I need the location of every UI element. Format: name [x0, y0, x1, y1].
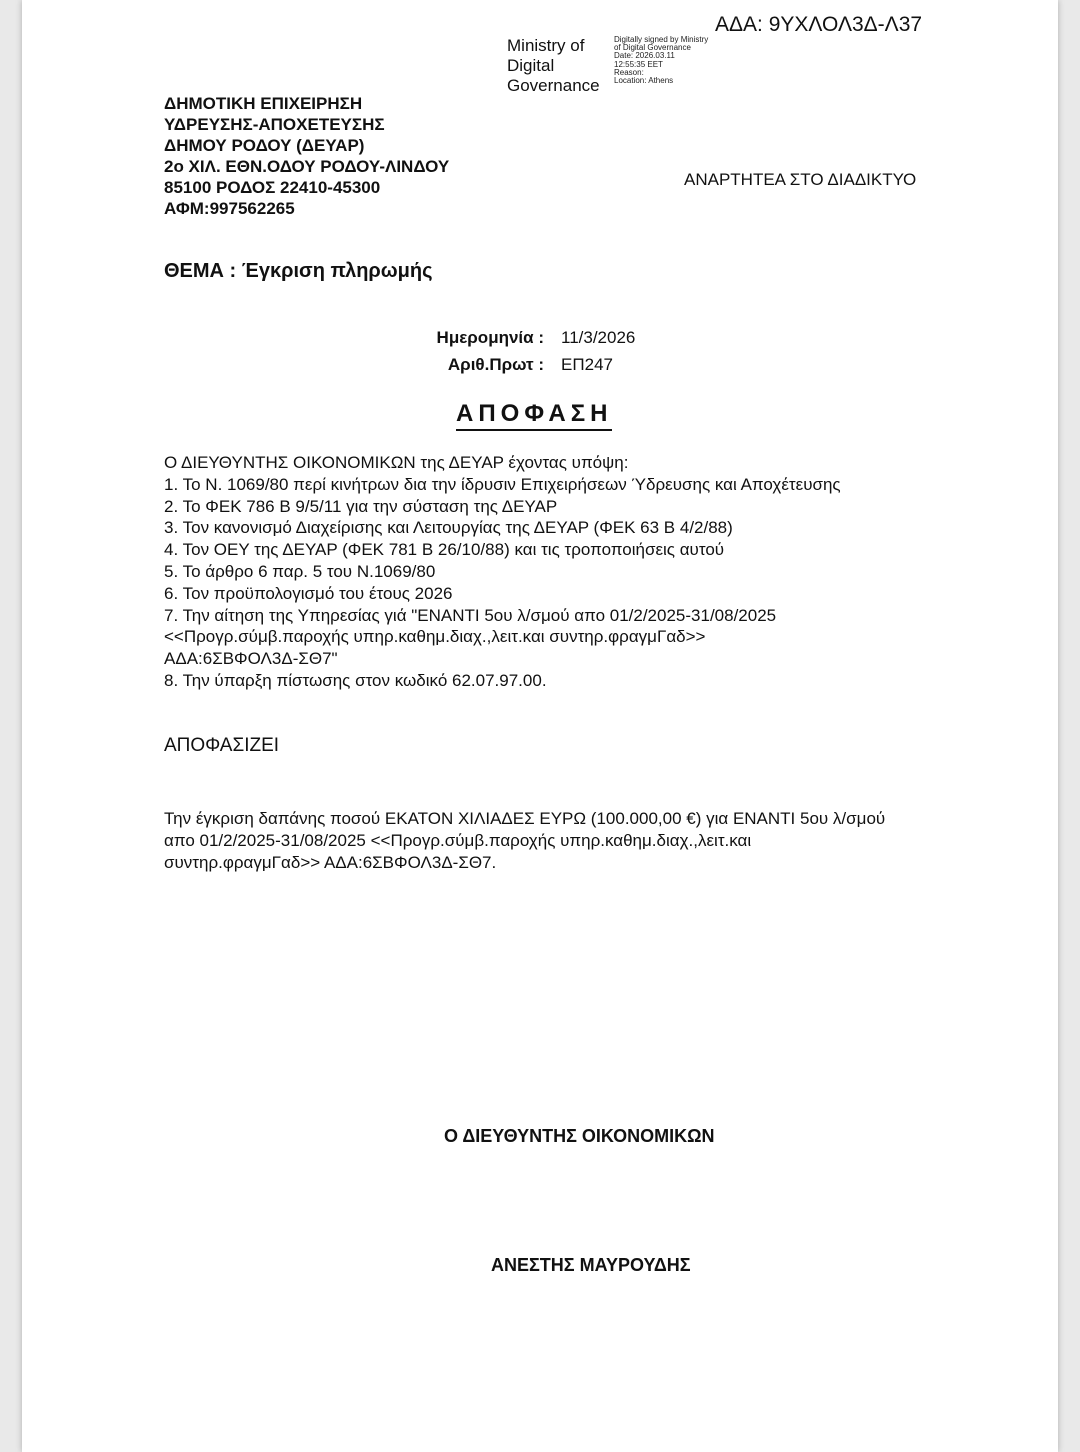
publish-note: ΑΝΑΡΤΗΤΕΑ ΣΤΟ ΔΙΑΔΙΚΤΥΟ — [684, 170, 917, 189]
digital-signature-org — [507, 36, 600, 96]
consideration-item: 3. Τον κανονισμό Διαχείρισης και Λειτουργίας της ΔΕΥΑΡ (ΦΕΚ 63 Β 4/2/88) — [164, 518, 733, 538]
signature-org-line: Digital — [507, 56, 555, 75]
decision-title: ΑΠΟΦΑΣΗ — [456, 400, 612, 431]
signature-detail-line: Location: Athens — [614, 76, 674, 86]
protocol-label: Αριθ.Πρωτ : — [447, 355, 544, 374]
consideration-item: 7. Την αίτηση της Υπηρεσίας γιά "ΕΝΑΝΤΙ 5ου λ/σμού απο 01/2/2025-31/08/2025 — [164, 605, 777, 625]
organization-line: ΑΦΜ:997562265 — [164, 199, 295, 218]
considerations-list — [164, 452, 841, 692]
consideration-item: 5. Το άρθρο 6 παρ. 5 του Ν.1069/80 — [164, 561, 436, 581]
organization-line: ΔΗΜΟΤΙΚΗ ΕΠΙΧΕΙΡΗΣΗ — [164, 94, 363, 113]
organization-line: 2ο ΧΙΛ. ΕΘΝ.ΟΔΟΥ ΡΟΔΟΥ-ΛΙΝΔΟΥ — [164, 157, 450, 176]
decides-heading: ΑΠΟΦΑΣΙΖΕΙ — [164, 735, 280, 756]
organization-line: 85100 ΡΟΔΟΣ 22410-45300 — [164, 178, 381, 197]
signatory-name: ΑΝΕΣΤΗΣ ΜΑΥΡΟΥΔΗΣ — [491, 1255, 691, 1275]
signature-org-line: Governance — [507, 76, 600, 95]
signature-org-line: Ministry of — [507, 36, 585, 55]
signature-detail-line: Date: 2026.03.11 — [614, 51, 675, 61]
decision-body-line: συντηρ.φραγμΓαδ>> ΑΔΑ:6ΣΒΦΟΛ3Δ-ΣΘ7. — [164, 853, 497, 872]
decision-body-line: Την έγκριση δαπάνης ποσού ΕΚΑΤΟΝ ΧΙΛΙΑΔΕΣ ΕΥΡΩ (100.000,00 €) για ΕΝΑΝΤΙ 5ου λ/σμού — [164, 809, 886, 828]
decision-body-line: απο 01/2/2025-31/08/2025 <<Προγρ.σύμβ.παροχής υπηρ.καθημ.διαχ.,λειτ.και — [164, 831, 752, 850]
digital-signature-details — [614, 36, 708, 85]
consideration-item: 1. Το Ν. 1069/80 περί κινήτρων δια την ίδρυσιν Επιχειρήσεων Ύδρευσης και Αποχέτευσης — [164, 474, 841, 494]
consideration-item: 2. Το ΦΕΚ 786 Β 9/5/11 για την σύσταση της ΔΕΥΑΡ — [164, 496, 558, 516]
consideration-item: <<Προγρ.σύμβ.παροχής υπηρ.καθημ.διαχ.,λειτ.και συντηρ.φραγμΓαδ>> — [164, 627, 706, 647]
consideration-item: 6. Τον προϋπολογισμό του έτους 2026 — [164, 583, 453, 603]
date-label: Ημερομηνία : — [436, 328, 544, 347]
consideration-item: 4. Τον ΟΕΥ της ΔΕΥΑΡ (ΦΕΚ 781 Β 26/10/88) και τις τροποποιήσεις αυτού — [164, 540, 725, 560]
signature-detail-line: Reason: — [614, 67, 644, 77]
signatory-title: Ο ΔΙΕΥΘΥΝΤΗΣ ΟΙΚΟΝΟΜΙΚΩΝ — [444, 1126, 715, 1146]
consideration-item: ΑΔΑ:6ΣΒΦΟΛ3Δ-ΣΘ7" — [164, 649, 338, 669]
document-subject: ΘΕΜΑ : Έγκριση πληρωμής — [164, 260, 433, 282]
ada-code: ΑΔΑ: 9ΥΧΛΟΛ3Δ-Λ37 — [715, 13, 923, 36]
consideration-item: 8. Την ύπαρξη πίστωσης στον κωδικό 62.07.97.00. — [164, 670, 547, 690]
organization-line: ΔΗΜΟΥ ΡΟΔΟΥ (ΔΕΥΑΡ) — [164, 136, 365, 155]
decision-body — [164, 808, 885, 874]
organization-block — [164, 93, 449, 219]
organization-line: ΥΔΡΕΥΣΗΣ-ΑΠΟΧΕΤΕΥΣΗΣ — [164, 115, 385, 134]
signature-detail-line: Digitally signed by Ministry — [614, 35, 709, 44]
date-value: 11/3/2026 — [561, 328, 636, 347]
protocol-value: ΕΠ247 — [561, 355, 613, 374]
signature-detail-line: of Digital Governance — [614, 43, 691, 53]
considerations-intro: Ο ΔΙΕΥΘΥΝΤΗΣ ΟΙΚΟΝΟΜΙΚΩΝ της ΔΕΥΑΡ έχοντας υπόψη: — [164, 453, 629, 472]
document-page — [22, 0, 1058, 1452]
signature-detail-line: 12:55:35 EET — [614, 59, 663, 69]
